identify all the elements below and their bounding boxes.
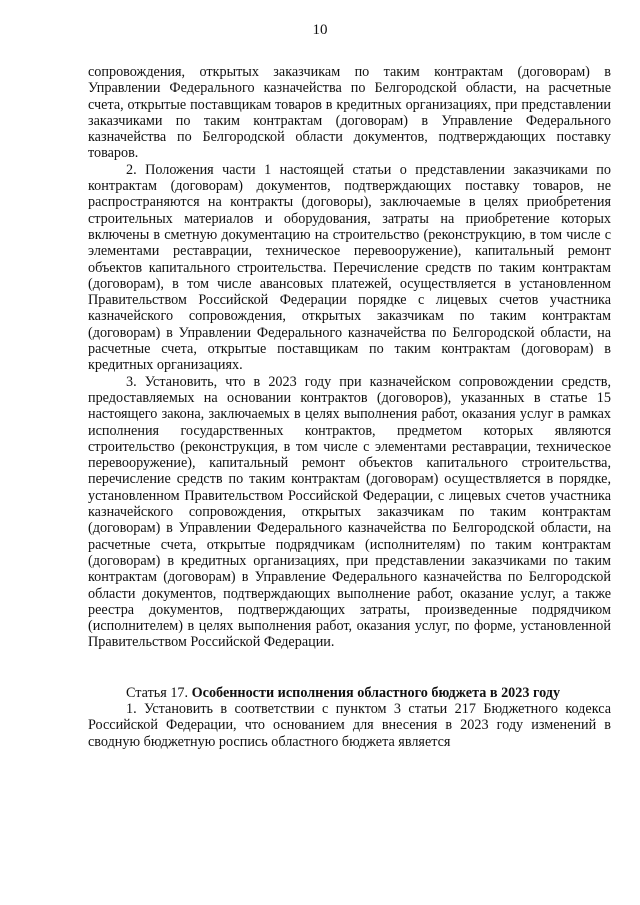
paragraph-2: 2. Положения части 1 настоящей статьи о представлении заказчиками по контрактам (договорам) документов, подтверждающих поставку товаров, не распространяются на контракты (договоры), заключаемые в целях приобретения строительных материалов и оборудования, затраты на приобретение которых включены в сметную документацию на строительство (реконструкцию, в том числе с элементами реставрации, техническое перевооружение), капитальный ремонт объектов капитального строительства. Перечисление средств по таким контрактам (договорам), в том числе авансовых платежей, осуществляется в установленном Правительством Российской Федерации порядке с лицевых счетов участника казначейского сопровождения, открытых заказчикам по таким контрактам (договорам) в Управлении Федерального казначейства по Белгородской области, на расчетные счета, открытые поставщикам по таким контрактам (договорам) в кредитных организациях. bbox=[88, 161, 611, 374]
article-title: Особенности исполнения областного бюджета в 2023 году bbox=[191, 684, 561, 701]
page-number: 10 bbox=[312, 22, 328, 38]
article-heading bbox=[88, 685, 611, 701]
document-body bbox=[88, 64, 611, 750]
article-prefix: Статья 17. bbox=[126, 684, 192, 701]
section-gap bbox=[88, 651, 611, 685]
paragraph-continuation: сопровождения, открытых заказчикам по таким контрактам (договорам) в Управлении Федерального казначейства по Белгородской области, на расчетные счета, открытые поставщикам товаров в кредитных организациях, при представлении заказчиками по таким контрактам (договорам) в Управление Федерального казначейства по Белгородской области документов, подтверждающих поставку товаров. bbox=[88, 64, 611, 162]
paragraph-3: 3. Установить, что в 2023 году при казначейском сопровождении средств, предоставляемых на основании контрактов (договоров), указанных в статье 15 настоящего закона, заключаемых в целях выполнения работ, оказания услуг в рамках исполнения государственных контрактов, предметом которых являются строительство (реконструкция, в том числе с элементами реставрации, техническое перевооружение), капитальный ремонт объектов капитального строительства, перечисление средств по таким контрактам (договорам) осуществляется в порядке, установленном Правительством Российской Федерации, с лицевых счетов участника казначейского сопровождения, открытых заказчикам по таким контрактам (договорам) в Управлении Федерального казначейства по Белгородской области, на расчетные счета, открытые подрядчикам (исполнителям) по таким контрактам (договорам) в кредитных организациях, при представлении заказчиками по таким контрактам (договорам) в Управление Федерального казначейства по Белгородской области документов, подтверждающих выполнение работ, оказание услуг, а также реестра документов, подтверждающих затраты, произведенные подрядчиком (исполнителем) в целях выполнения работ, оказания услуг, по форме, установленной Правительством Российской Федерации. bbox=[88, 373, 611, 651]
article-paragraph-1: 1. Установить в соответствии с пунктом 3 статьи 217 Бюджетного кодекса Российской Федерации, что основанием для внесения в 2023 году изменений в сводную бюджетную роспись областного бюджета является bbox=[88, 700, 611, 750]
